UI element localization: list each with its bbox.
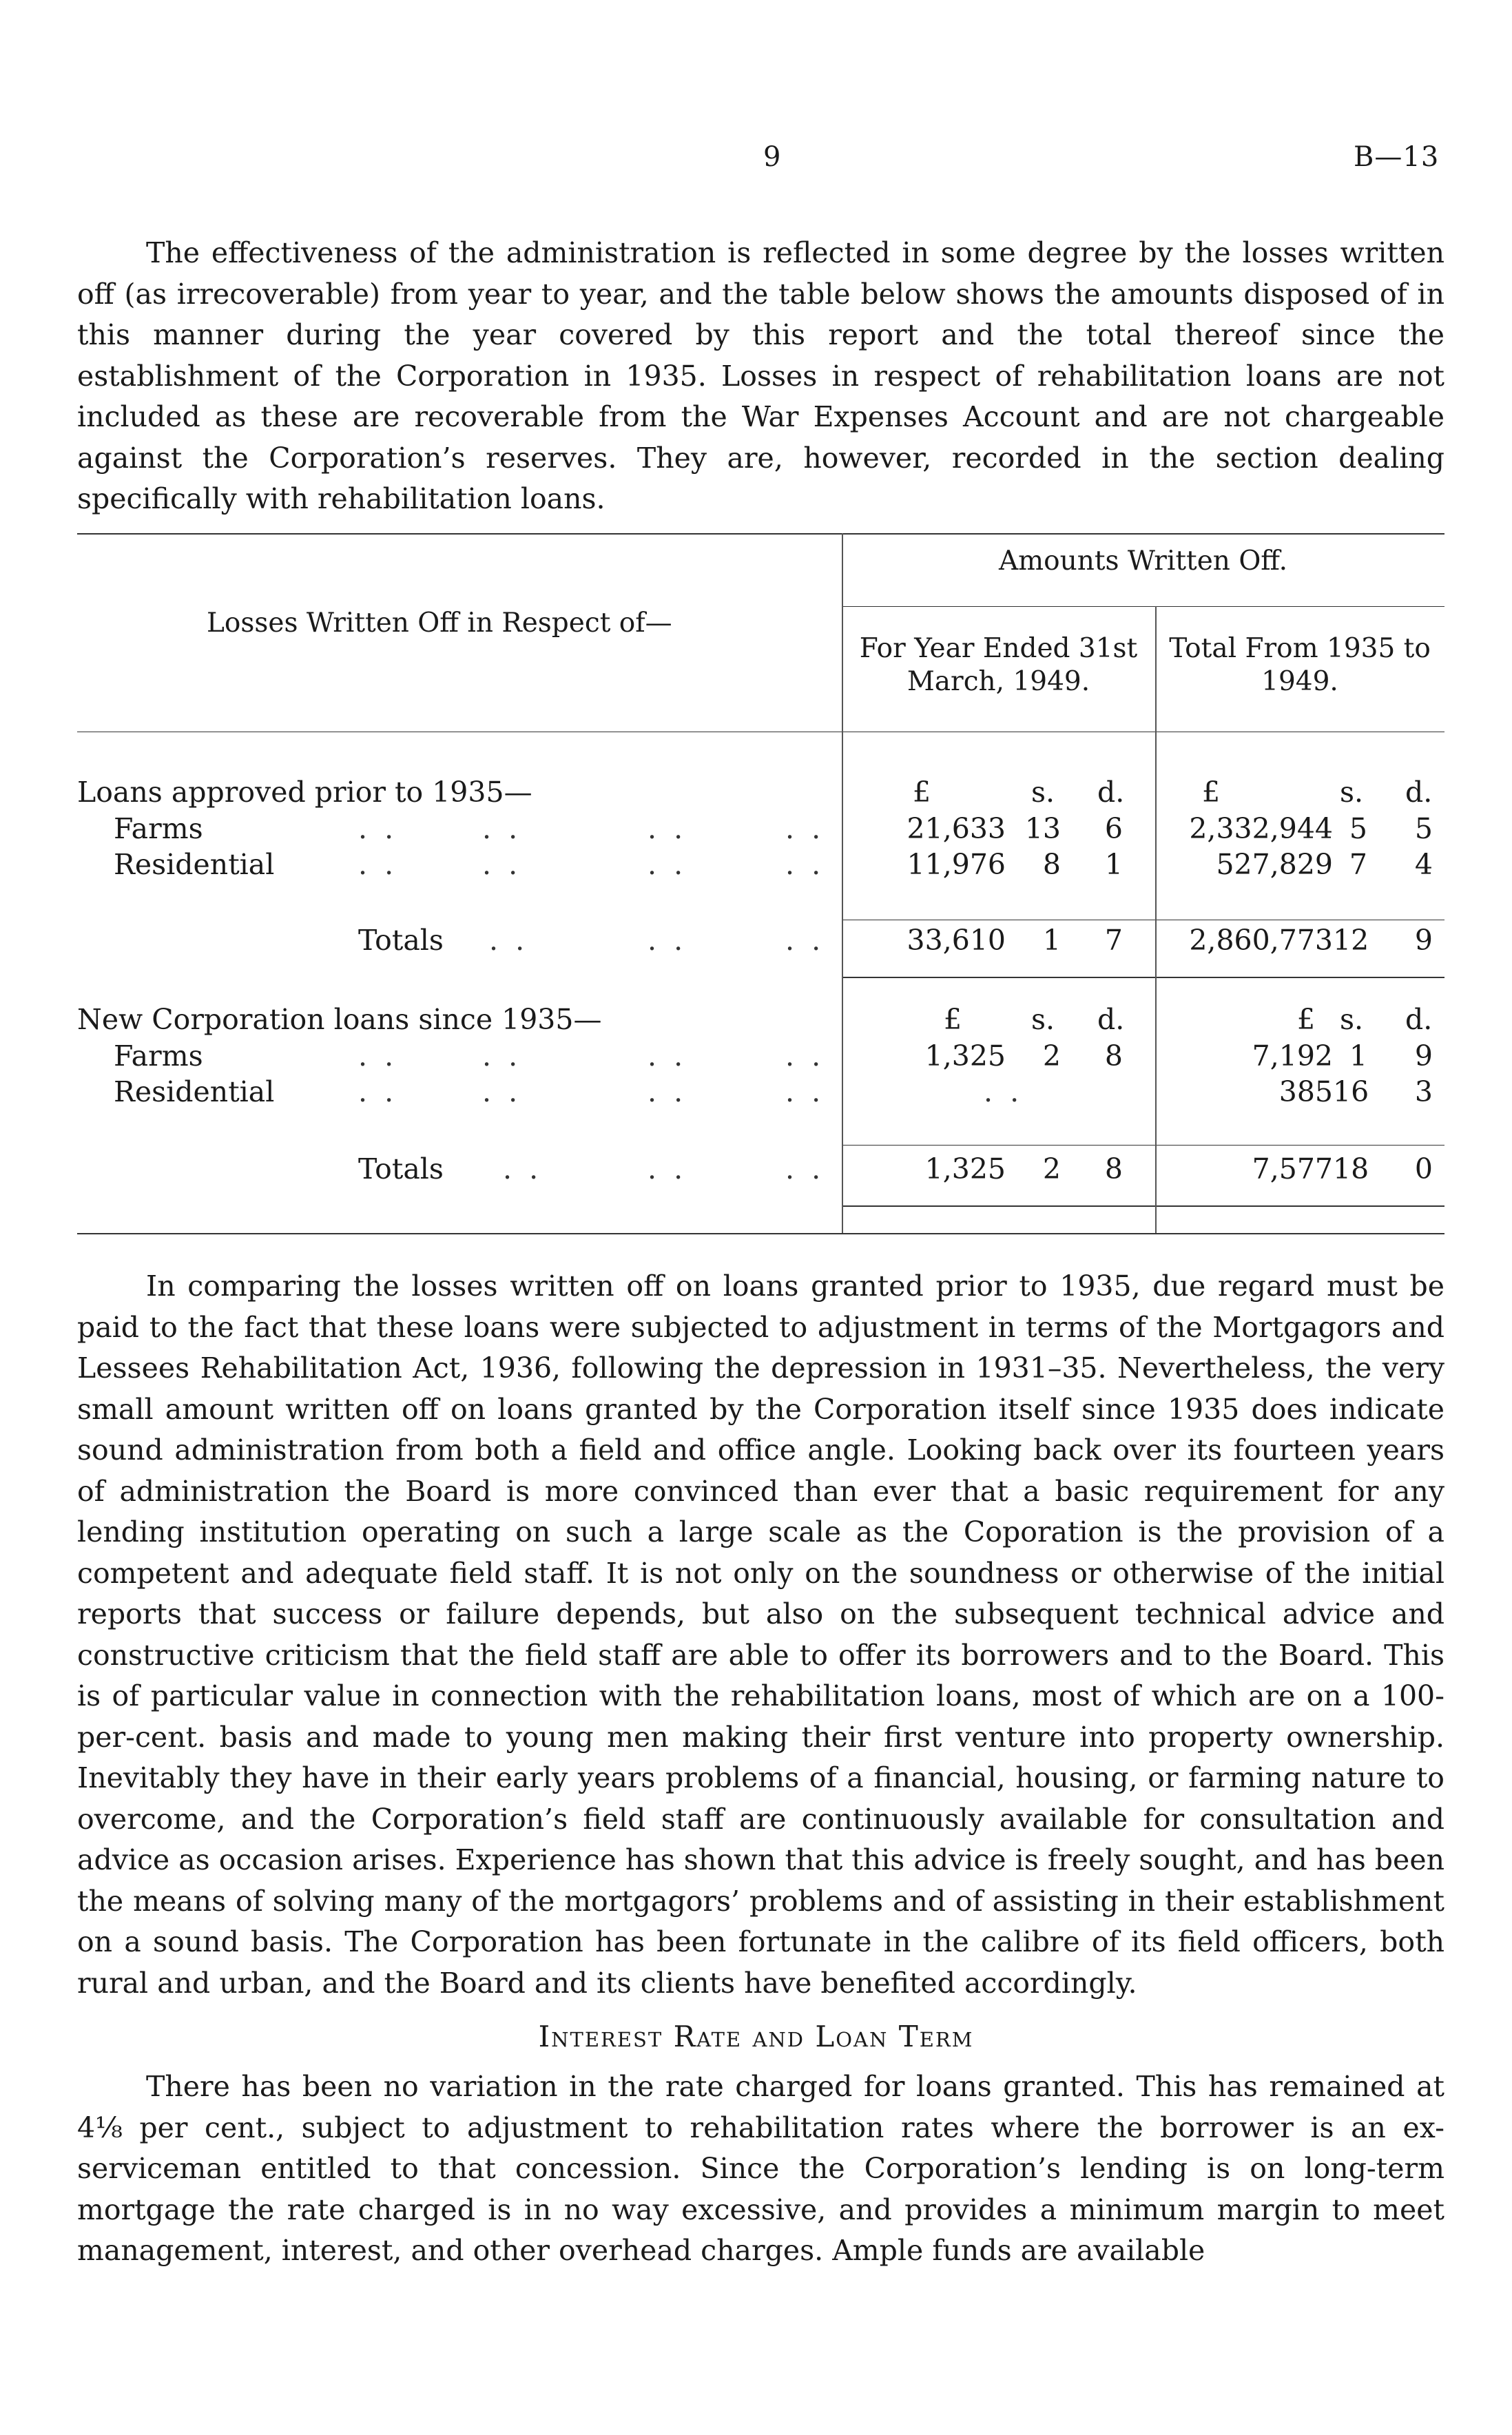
dot-leader: . . — [648, 1075, 687, 1108]
dot-leader: . . — [358, 848, 398, 881]
dot-leader: . . — [358, 812, 398, 845]
year-shillings: 8 — [1042, 848, 1061, 881]
year-shillings: 2 — [1042, 1039, 1061, 1073]
dot-leader: . . — [358, 1039, 398, 1073]
section-title-prior-1935: Loans approved prior to 1935— — [77, 776, 532, 809]
year-pounds: 1,325 — [924, 1039, 1006, 1073]
total-pounds: 2,332,944 — [1189, 812, 1333, 845]
column-group-header: Amounts Written Off. — [998, 546, 1288, 577]
section-heading: Interest Rate and Loan Term — [538, 2020, 974, 2053]
column-year-header: For Year Ended 31st March, 1949. — [859, 633, 1138, 697]
total-shillings: 7 — [1349, 848, 1367, 881]
row-label-residential: Residential — [114, 1075, 275, 1108]
dot-leader: . . — [482, 1039, 522, 1073]
total-pounds: 7,192 — [1252, 1039, 1333, 1073]
year-pounds: 21,633 — [907, 812, 1006, 845]
year-shillings: 13 — [1024, 812, 1061, 845]
dot-leader: . . — [358, 1075, 398, 1108]
dot-leader: . . — [489, 924, 529, 957]
totals-total-pounds: 7,577 — [1252, 1152, 1333, 1185]
interest-paragraph: There has been no variation in the rate charged for loans granted. This has remained at 4⅛ per cent., subject to adjustment to rehabilitation rates where the borrower is an ex-serviceman entitled to that concession. Since the Corporation’s lending is on long-term mortgage the rate charged is in no way excessive, and provides a minimum margin to meet management, interest, and other overhead charges. Ample funds are available — [77, 2070, 1444, 2267]
unit-pence: d. — [1405, 776, 1433, 809]
total-pence: 5 — [1414, 812, 1433, 845]
dot-leader: . . — [648, 1039, 687, 1073]
unit-shilling: s. — [1031, 1003, 1055, 1036]
page-number: 9 — [763, 141, 781, 173]
unit-shilling: s. — [1340, 776, 1364, 809]
totals-year-pounds: 33,610 — [907, 924, 1006, 957]
totals-year-shillings: 2 — [1042, 1152, 1061, 1185]
dot-leader: . . — [785, 848, 825, 881]
totals-total-pence: 0 — [1414, 1152, 1433, 1185]
subtotal-rule-2 — [842, 1145, 1444, 1146]
total-shillings: 1 — [1349, 1039, 1367, 1073]
dot-leader: . . — [785, 1039, 825, 1073]
dot-leader: . . — [503, 1152, 543, 1185]
section-title-new-loans: New Corporation loans since 1935— — [77, 1003, 602, 1036]
dot-leader: . . — [785, 1152, 825, 1185]
unit-pence: d. — [1097, 1003, 1125, 1036]
total-shillings: 5 — [1349, 812, 1367, 845]
dot-leader: . . — [785, 812, 825, 845]
totals-rule-2 — [842, 1205, 1444, 1207]
dot-leader: . . — [785, 1075, 825, 1108]
dot-leader: . . — [482, 848, 522, 881]
dot-leader: . . — [482, 812, 522, 845]
year-blank: . . — [984, 1075, 1024, 1108]
dot-leader: . . — [785, 924, 825, 957]
dot-leader: . . — [648, 812, 687, 845]
totals-rule-1 — [842, 977, 1444, 978]
year-pence: 8 — [1104, 1039, 1123, 1073]
unit-pence: d. — [1097, 776, 1125, 809]
unit-pence: d. — [1405, 1003, 1433, 1036]
table-bottom-rule — [77, 1233, 1444, 1234]
totals-total-pounds: 2,860,773 — [1189, 924, 1333, 957]
totals-total-pence: 9 — [1414, 924, 1433, 957]
total-pence: 9 — [1414, 1039, 1433, 1073]
intro-paragraph: The effectiveness of the administration is reflected in some degree by the losses written off (as irrecoverable) from year to year, and the table below shows the amounts disposed of in this manner during the year covered by this report and the total thereof since the establishment of the Corporation in 1935. Losses in respect of rehabilitation loans are not included as these are recoverable from the War Expenses Account and are not chargeable against the Corporation’s reserves. They are, however, recorded in the section dealing specifically with rehabilitation loans. — [77, 236, 1444, 515]
totals-label: Totals — [358, 1152, 444, 1185]
totals-year-pence: 7 — [1104, 924, 1123, 957]
row-header: Losses Written Off in Respect of— — [207, 608, 672, 639]
year-pence: 6 — [1104, 812, 1123, 845]
table-top-rule — [77, 533, 1444, 535]
totals-year-pence: 8 — [1104, 1152, 1123, 1185]
total-pounds: 385 — [1278, 1075, 1333, 1108]
dot-leader: . . — [648, 924, 687, 957]
unit-pound: £ — [913, 776, 931, 809]
total-pence: 4 — [1414, 848, 1433, 881]
unit-shilling: s. — [1340, 1003, 1364, 1036]
year-pence: 1 — [1104, 848, 1123, 881]
column-total-header: Total From 1935 to 1949. — [1169, 633, 1431, 697]
totals-year-shillings: 1 — [1042, 924, 1061, 957]
dot-leader: . . — [648, 848, 687, 881]
totals-total-shillings: 12 — [1333, 924, 1369, 957]
totals-label: Totals — [358, 924, 444, 957]
unit-shilling: s. — [1031, 776, 1055, 809]
row-label-farms: Farms — [114, 1039, 203, 1073]
total-pence: 3 — [1414, 1075, 1433, 1108]
comparison-paragraph: In comparing the losses written off on loans granted prior to 1935, due regard must be paid to the fact that these loans were subjected to adjustment in terms of the Mortgagors and Lessees Rehabilitation Act, 1936, following the depression in 1931–35. Nevertheless, the very small amount written off on loans granted by the Corporation itself since 1935 does indicate sound administration from both a field and office angle. Looking back over its fourteen years of administration the Board is more convinced than ever that a basic requirement for any lending institution operating on such a large scale as the Coporation is the provision of a competent and adequate field staff. It is not only on the soundness or otherwise of the initial reports that success or failure depends, but also on the subsequent technical advice and constructive criticism that the field staff are able to offer its borrowers and to the Board. This is of particular value in connection with the rehabilitation loans, most of which are on a 100-per-cent. basis and made to young men making their first venture into property ownership. Inevitably they have in their early years problems of a financial, housing, or farming nature to overcome, and the Corporation’s field staff are continuously available for consultation and advice as occasion arises. Experience has shown that this advice is freely sought, and has been the means of solving many of the mortgagors’ problems and of assisting in their establishment on a sound basis. The Corporation has been fortunate in the calibre of its field officers, both rural and urban, and the Board and its clients have benefited accordingly. — [77, 1270, 1444, 2000]
dot-leader: . . — [482, 1075, 522, 1108]
group-header-rule — [842, 606, 1444, 607]
total-shillings: 16 — [1333, 1075, 1369, 1108]
col-divider-2 — [1155, 606, 1157, 1233]
unit-pound: £ — [1297, 1003, 1316, 1036]
totals-year-pounds: 1,325 — [924, 1152, 1006, 1185]
total-pounds: 527,829 — [1216, 848, 1333, 881]
page-reference: B—13 — [1354, 141, 1440, 173]
year-pounds: 11,976 — [907, 848, 1006, 881]
row-label-residential: Residential — [114, 848, 275, 881]
totals-total-shillings: 18 — [1333, 1152, 1369, 1185]
dot-leader: . . — [648, 1152, 687, 1185]
unit-pound: £ — [944, 1003, 962, 1036]
unit-pound: £ — [1202, 776, 1221, 809]
row-label-farms: Farms — [114, 812, 203, 845]
